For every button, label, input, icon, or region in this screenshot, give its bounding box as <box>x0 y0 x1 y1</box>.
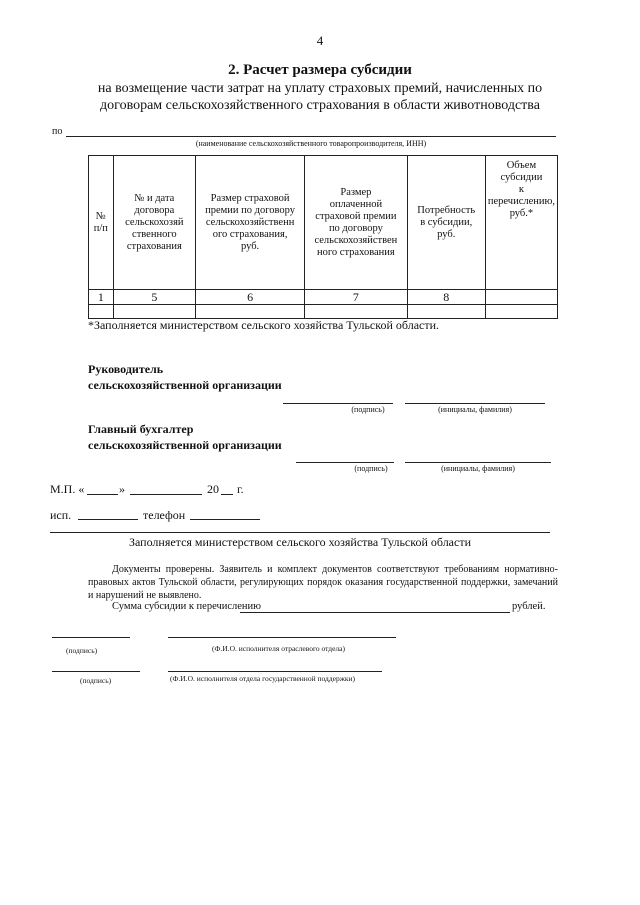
accountant-title-line-1: Главный бухгалтер <box>88 422 194 436</box>
state-fio-line[interactable] <box>168 671 382 672</box>
table-data-row[interactable] <box>89 305 558 319</box>
table-cell[interactable] <box>196 305 305 319</box>
branch-fio-caption: (Ф.И.О. исполнителя отраслевого отдела) <box>212 644 346 653</box>
state-signature-line[interactable] <box>52 671 140 672</box>
year-suffix: г. <box>237 482 244 496</box>
head-signature-caption: (подпись) <box>351 405 385 414</box>
table-cell: 8 <box>407 290 485 305</box>
phone-field[interactable] <box>190 519 260 520</box>
documents-checked-text: Документы проверены. Заявитель и комплект документов соответствуют требованиям нормативно-правовых актов Тульской области, регулирующих порядок оказания государственной поддержки, замечаний и нарушений не выявлено. <box>88 564 558 601</box>
head-initials-line[interactable] <box>405 403 545 404</box>
table-cell: 1 <box>89 290 114 305</box>
table-cell: 7 <box>305 290 407 305</box>
producer-name-line[interactable] <box>66 136 556 137</box>
sum-field[interactable] <box>240 612 510 613</box>
ministry-section-header: Заполняется министерством сельского хозяйства Тульской области <box>128 535 472 549</box>
table-cell: 5 <box>113 290 195 305</box>
table-footnote: *Заполняется министерством сельского хозяйства Тульской области. <box>88 318 440 332</box>
day-field[interactable] <box>87 494 118 495</box>
rubles-label: рублей. <box>512 601 546 612</box>
col-header-number: № п/п <box>89 156 114 290</box>
col-header-volume: Объем субсидии к перечислению, руб.* <box>485 156 557 290</box>
accountant-title-line-2: сельскохозяйственной организации <box>88 438 282 452</box>
month-field[interactable] <box>130 494 202 495</box>
producer-caption: (наименование сельскохозяйственного товаропроизводителя, ИНН) <box>195 139 427 148</box>
branch-signature-line[interactable] <box>52 637 130 638</box>
section-subtitle <box>40 80 600 114</box>
head-title-line-1: Руководитель <box>88 362 164 376</box>
ministry-divider <box>50 532 550 533</box>
table-cell[interactable] <box>407 305 485 319</box>
table-cell <box>485 290 557 305</box>
branch-fio-line[interactable] <box>168 637 396 638</box>
accountant-initials-caption: (инициалы, фамилия) <box>441 464 515 473</box>
state-fio-caption: (Ф.И.О. исполнителя отдела государственной поддержки) <box>170 674 356 683</box>
head-initials-caption: (инициалы, фамилия) <box>438 405 512 414</box>
col-header-need: Потребность в субсидии, руб. <box>407 156 485 290</box>
table-cell[interactable] <box>113 305 195 319</box>
page-number: 4 <box>316 33 324 48</box>
table-number-row <box>89 290 558 305</box>
head-signature-line[interactable] <box>283 403 393 404</box>
sum-label: Сумма субсидии к перечислению <box>112 601 262 612</box>
accountant-initials-line[interactable] <box>405 462 551 463</box>
phone-label: телефон <box>143 508 186 522</box>
subtitle-line-1: на возмещение части затрат на уплату страховых премий, начисленных по <box>97 81 543 96</box>
po-label: по <box>52 126 63 137</box>
stamp-label: М.П. « <box>50 482 85 496</box>
accountant-signature-caption: (подпись) <box>354 464 388 473</box>
head-title-line-2: сельскохозяйственной организации <box>88 378 282 392</box>
executor-label: исп. <box>50 508 72 522</box>
table-cell[interactable] <box>305 305 407 319</box>
year-field[interactable] <box>221 494 233 495</box>
stamp-close-quote: » <box>119 482 125 496</box>
table-cell[interactable] <box>485 305 557 319</box>
state-signature-caption: (подпись) <box>80 676 112 685</box>
table-header-row <box>89 156 558 290</box>
subtitle-line-2: договорам сельскохозяйственного страхования в области животноводства <box>100 98 540 113</box>
col-header-premium: Размер страховой премии по договору сельскохозяйственн ого страхования, руб. <box>196 156 305 290</box>
table-cell: 6 <box>196 290 305 305</box>
accountant-signature-line[interactable] <box>296 462 394 463</box>
branch-signature-caption: (подпись) <box>66 646 98 655</box>
year-prefix: 20 <box>207 482 219 496</box>
col-header-contract: № и дата договора сельскохозяй ственного страхования <box>113 156 195 290</box>
section-title: 2. Расчет размера субсидии <box>228 62 412 78</box>
executor-field[interactable] <box>78 519 138 520</box>
table-cell[interactable] <box>89 305 114 319</box>
subsidy-calc-table <box>88 155 558 319</box>
col-header-paid-premium: Размер оплаченной страховой премии по договору сельскохозяйствен ного страхования <box>305 156 407 290</box>
